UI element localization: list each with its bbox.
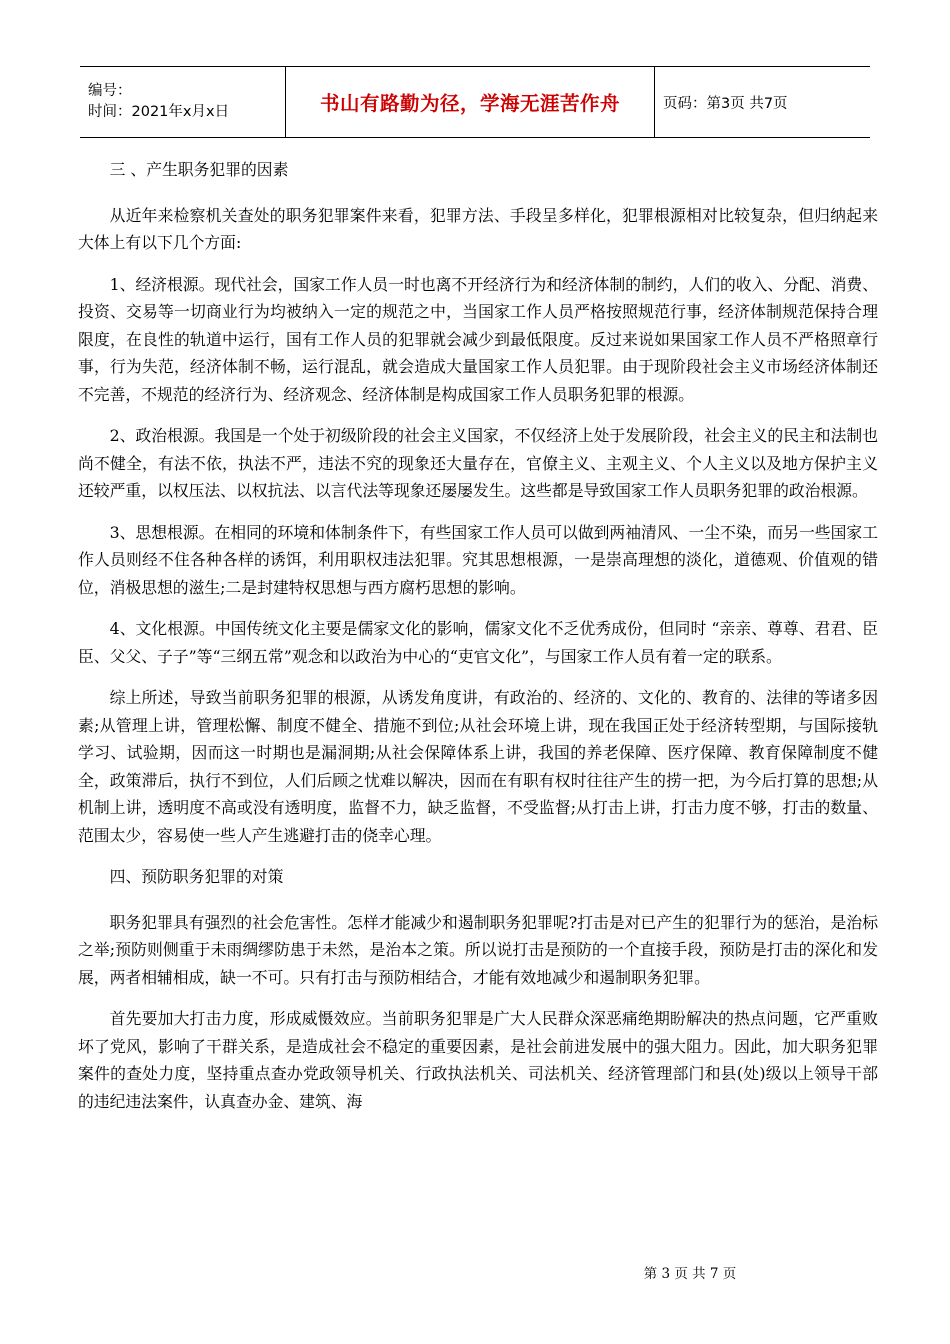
header-motto-cell (285, 67, 655, 137)
header-motto: 书山有路勤为径，学海无涯苦作舟 (319, 92, 620, 115)
header-info-cell (80, 67, 285, 137)
header-page-label: 页码：第3页 共7页 (663, 95, 788, 112)
paragraph-ideological-root: 3、思想根源。在相同的环境和体制条件下，有些国家工作人员可以做到两袖清风、一尘不染，而另一些国家工作人员则经不住各种各样的诱饵，利用职权违法犯罪。究其思想根源，一是崇高理想的淡化，道德观、价值观的错位，消极思想的滋生;二是封建特权思想与西方腐朽思想的影响。 (78, 522, 878, 597)
paragraph-social-harm: 职务犯罪具有强烈的社会危害性。怎样才能减少和遏制职务犯罪呢?打击是对已产生的犯罪行为的惩治，是治标之举;预防则侧重于未雨绸缪防患于未然，是治本之策。所以说打击是预防的一个直接手段，预防是打击的深化和发展，两者相辅相成，缺一不可。只有打击与预防相结合，才能有效地减少和遏制职务犯罪。 (78, 912, 878, 987)
document-header (80, 66, 870, 138)
paragraph-first-measure: 首先要加大打击力度，形成威慑效应。当前职务犯罪是广大人民群众深恶痛绝期盼解决的热点问题，它严重败坏了党风，影响了干群关系，是造成社会不稳定的重要因素，是社会前进发展中的强大阻力。因此，加大职务犯罪案件的查处力度，坚持重点查办党政领导机关、行政执法机关、司法机关、经济管理部门和县(处)级以上领导干部的违纪违法案件，认真查办金、建筑、海 (78, 1009, 878, 1111)
document-number-label: 编号： (88, 83, 132, 99)
paragraph-political-root: 2、政治根源。我国是一个处于初级阶段的社会主义国家，不仅经济上处于发展阶段，社会主义的民主和法制也尚不健全，有法不依，执法不严，违法不究的现象还大量存在，官僚主义、主观主义、个人主义以及地方保护主义还较严重，以权压法、以权抗法、以言代法等现象还屡屡发生。这些都是导致国家工作人员职务犯罪的政治根源。 (78, 426, 878, 500)
paragraph-intro: 从近年来检察机关查处的职务犯罪案件来看，犯罪方法、手段呈多样化，犯罪根源相对比较复杂，但归纳起来大体上有以下几个方面: (78, 205, 878, 252)
document-time-label: 时间：2021年x月x日 (88, 104, 230, 120)
header-page-cell (655, 67, 870, 137)
page-footer (0, 1262, 950, 1282)
paragraph-summary: 综上所述，导致当前职务犯罪的根源，从诱发角度讲，有政治的、经济的、文化的、教育的、法律的等诸多因素;从管理上讲，管理松懈、制度不健全、措施不到位;从社会环境上讲，现在我国正处于经济转型期，与国际接轨学习、试验期，因而这一时期也是漏洞期;从社会保障体系上讲，我国的养老保障、医疗保障、教育保障制度不健全，政策滞后，执行不到位，人们后顾之忧难以解决，因而在有职有权时往往产生的捞一把，为今后打算的思想;从机制上讲，透明度不高或没有透明度，监督不力，缺乏监督，不受监督;从打击上讲，打击力度不够，打击的数量、范围太少，容易使一些人产生逃避打击的侥幸心理。 (78, 688, 878, 845)
footer-page-number: 第 3 页 共 7 页 (643, 1266, 737, 1282)
paragraph-cultural-root: 4、文化根源。中国传统文化主要是儒家文化的影响，儒家文化不乏优秀成份，但同时 “亲亲、尊尊、君君、臣臣、父父、子子”等“三纲五常”观念和以政治为中心的“吏官文化”，与国家工作人员有着一定的联系。 (78, 619, 878, 666)
section-heading-countermeasures: 四、预防职务犯罪的对策 (109, 867, 284, 886)
paragraph-economic-root: 1、经济根源。现代社会，国家工作人员一时也离不开经济行为和经济体制的制约，人们的收入、分配、消费、投资、交易等一切商业行为均被纳入一定的规范之中，当国家工作人员严格按照规范行事，经济体制规范保持合理限度，在良性的轨道中运行，国有工作人员的犯罪就会减少到最低限度。反过来说如果国家工作人员不严格照章行事，行为失范，经济体制不畅，运行混乱，就会造成大量国家工作人员犯罪。由于现阶段社会主义市场经济体制还不完善，不规范的经济行为、经济观念、经济体制是构成国家工作人员职务犯罪的根源。 (78, 274, 878, 404)
section-heading-factors: 三 、产生职务犯罪的因素 (109, 160, 289, 179)
document-body (78, 156, 878, 1129)
